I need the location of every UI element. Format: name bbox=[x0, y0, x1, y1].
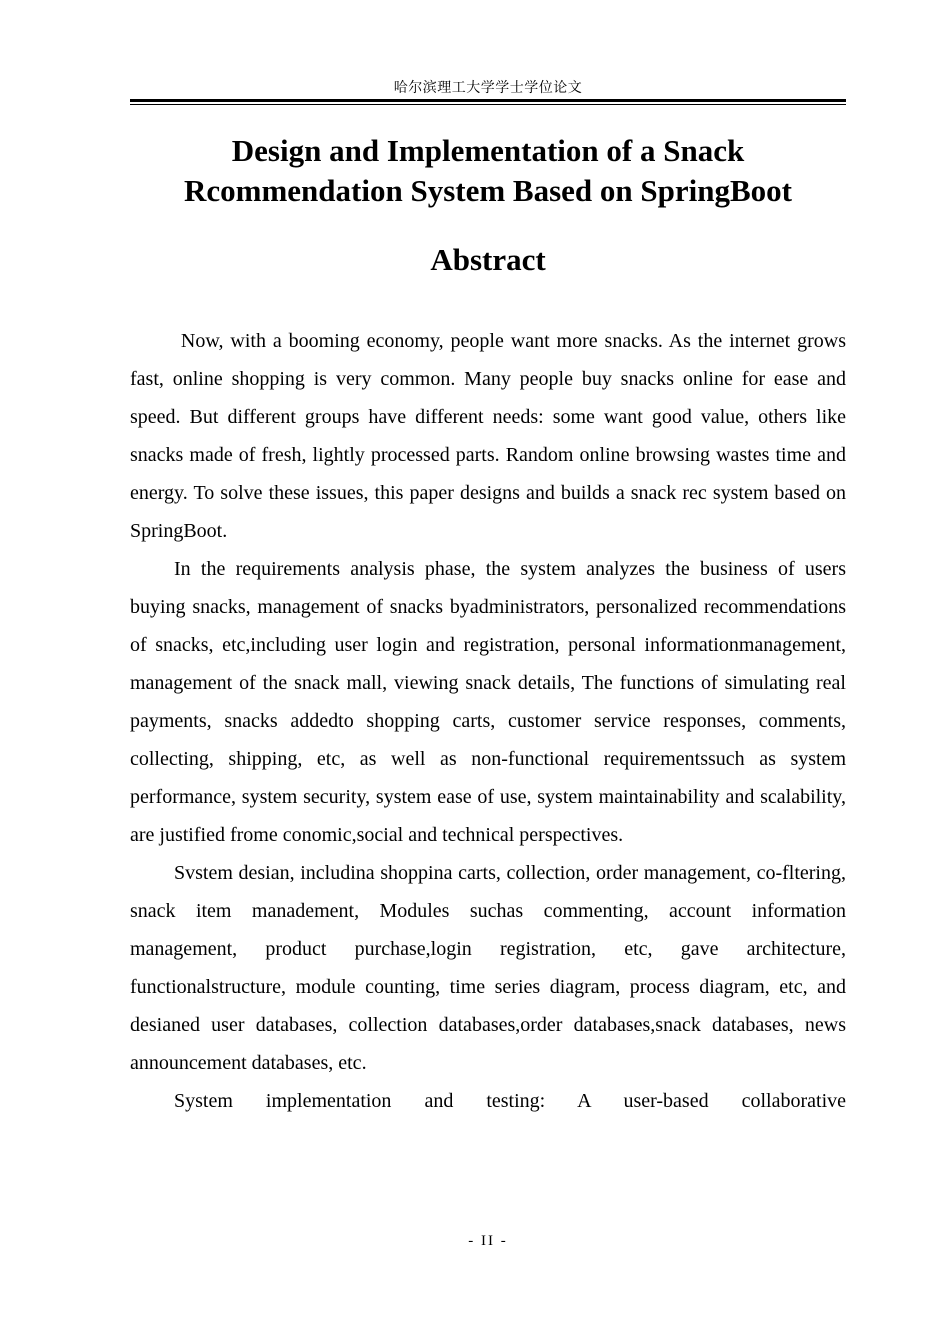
abstract-paragraph-4: System implementation and testing: A user-based collaborative bbox=[174, 1090, 846, 1112]
header-rule-thick bbox=[130, 99, 846, 102]
header-rule-thin bbox=[130, 104, 846, 105]
running-header: 哈尔滨理工大学学士学位论文 bbox=[393, 80, 583, 96]
thesis-title-line-2: Rcommendation System Based on SpringBoot bbox=[184, 173, 792, 208]
abstract-paragraph-3: Svstem desian, includina shoppina carts, collection, order management, co-fltering, snack item manadement, Modules suchas commenting, account information management, product purchase,login registration, etc, gave architecture, functionalstructure, module counting, time series diagram, process diagram, etc, and desianed user databases, collection databases,order databases,snack databases, news announcement databases, etc. bbox=[130, 862, 846, 1074]
abstract-paragraph-2: In the requirements analysis phase, the system analyzes the business of users buying snacks, management of snacks byadministrators, personalized recommendations of snacks, etc,including user login and registration, personal informationmanagement, management of the snack mall, viewing snack details, The functions of simulating real payments, snacks addedto shopping carts, customer service responses, comments, collecting, shipping, etc, as well as non-functional requirementssuch as system performance, system security, system ease of use, system maintainability and scalability, are justified frome conomic,social and technical perspectives. bbox=[130, 558, 846, 846]
abstract-paragraph-1: Now, with a booming economy, people want more snacks. As the internet grows fast, online shopping is very common. Many people buy snacks online for ease and speed. But different groups have different needs: some want good value, others like snacks made of fresh, lightly processed parts. Random online browsing wastes time and energy. To solve these issues, this paper designs and builds a snack rec system based on SpringBoot. bbox=[130, 330, 851, 542]
thesis-title bbox=[130, 131, 846, 211]
page-number: - II - bbox=[468, 1233, 508, 1249]
abstract-heading: Abstract bbox=[430, 242, 546, 277]
abstract-body bbox=[130, 322, 851, 1120]
thesis-title-line-1: Design and Implementation of a Snack bbox=[231, 133, 745, 168]
